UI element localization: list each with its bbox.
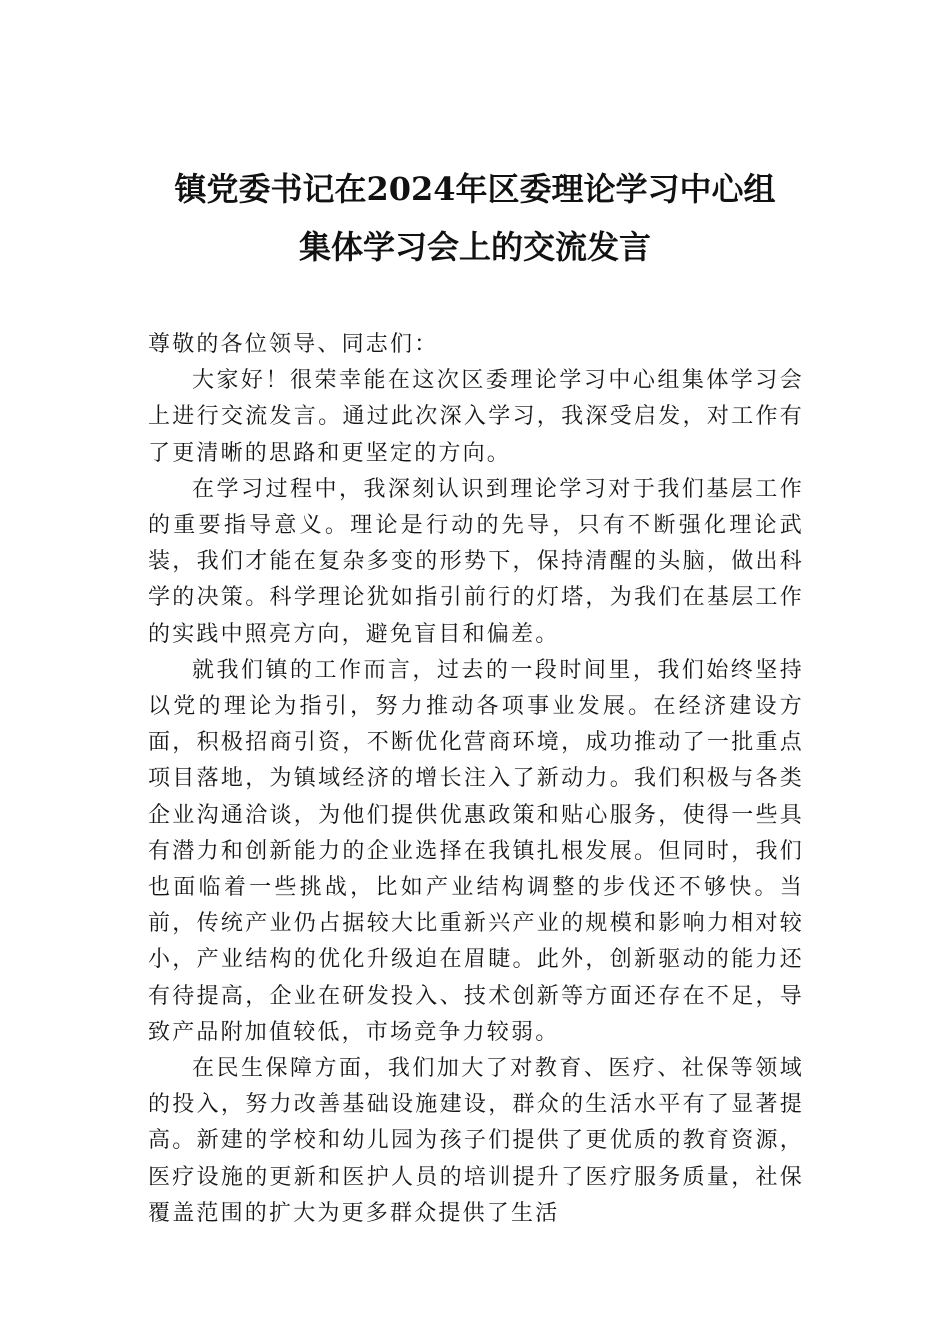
document-body [148, 327, 804, 1232]
salutation: 尊敬的各位领导、同志们： [148, 332, 439, 357]
paragraph-1: 大家好！很荣幸能在这次区委理论学习中心组集体学习会上进行交流发言。通过此次深入学习，我深受启发，对工作有了更清晰的思路和更坚定的方向。 [148, 368, 804, 466]
paragraph-3: 就我们镇的工作而言，过去的一段时间里，我们始终坚持以党的理论为指引，努力推动各项事业发展。在经济建设方面，积极招商引资，不断优化营商环境，成功推动了一批重点项目落地，为镇域经济的增长注入了新动力。我们积极与各类企业沟通洽谈，为他们提供优惠政策和贴心服务，使得一些具有潜力和创新能力的企业选择在我镇扎根发展。但同时，我们也面临着一些挑战，比如产业结构调整的步伐还不够快。当前，传统产业仍占据较大比重新兴产业的规模和影响力相对较小，产业结构的优化升级迫在眉睫。此外，创新驱动的能力还有待提高，企业在研发投入、技术创新等方面还存在不足，导致产品附加值较低，市场竞争力较弱。 [148, 657, 804, 1045]
document-title [120, 160, 830, 276]
title-line-2: 集体学习会上的交流发言 [298, 228, 651, 266]
paragraph-2: 在学习过程中，我深刻认识到理论学习对于我们基层工作的重要指导意义。理论是行动的先导，只有不断强化理论武装，我们才能在复杂多变的形势下，保持清醒的头脑，做出科学的决策。科学理论犹如指引前行的灯塔，为我们在基层工作的实践中照亮方向，避免盲目和偏差。 [148, 476, 804, 647]
paragraph-4: 在民生保障方面，我们加大了对教育、医疗、社保等领域的投入，努力改善基础设施建设，群众的生活水平有了显著提高。新建的学校和幼儿园为孩子们提供了更优质的教育资源，医疗设施的更新和医护人员的培训提升了医疗服务质量，社保覆盖范围的扩大为更多群众提供了生活 [148, 1056, 804, 1226]
title-line-1: 镇党委书记在2024年区委理论学习中心组 [174, 170, 776, 208]
